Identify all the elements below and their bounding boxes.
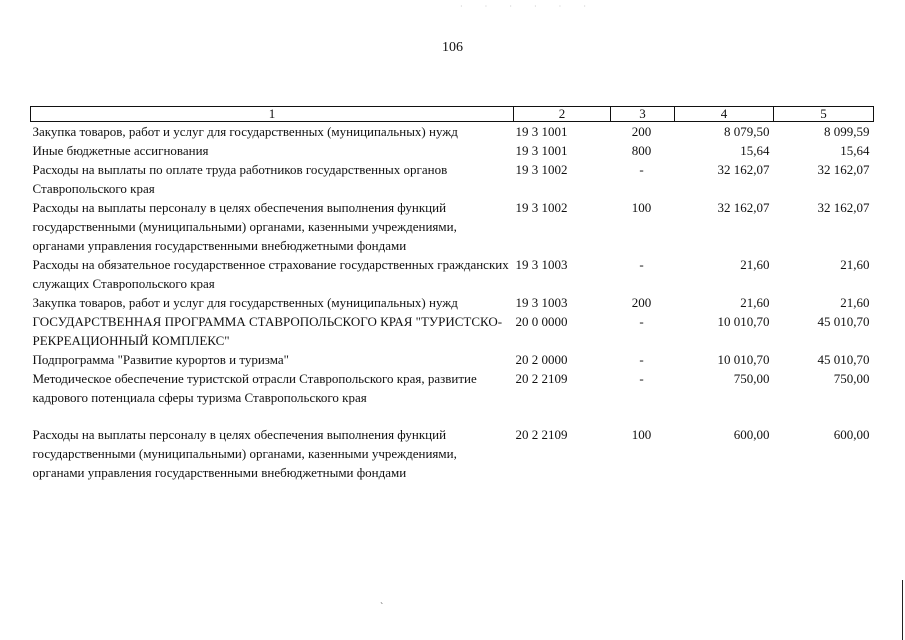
row-value-1: 600,00 [733, 427, 770, 442]
row-code: 19 3 1001 [515, 124, 568, 139]
column-header-2: 2 [514, 107, 611, 122]
table-row [31, 369, 874, 407]
row-code: 20 0 0000 [515, 314, 568, 329]
row-code: 19 3 1001 [515, 143, 568, 158]
row-type: 100 [631, 427, 652, 442]
table-row [31, 141, 874, 160]
row-value-2: 45 010,70 [817, 352, 870, 367]
table-row [31, 122, 874, 142]
row-name: Иные бюджетные ассигнования [32, 143, 209, 158]
row-type: - [639, 371, 644, 386]
row-code: 19 3 1002 [515, 200, 568, 215]
row-value-1: 15,64 [740, 143, 770, 158]
row-code: 19 3 1003 [515, 295, 568, 310]
row-value-1: 8 079,50 [724, 124, 770, 139]
row-name: Закупка товаров, работ и услуг для государственных (муниципальных) нужд [32, 124, 458, 139]
row-name: Методическое обеспечение туристской отрасли Ставропольского края, развитие кадрового потенциала сферы туризма Ставропольского края [32, 371, 477, 405]
row-type: - [639, 314, 644, 329]
table-row [31, 293, 874, 312]
row-value-2: 45 010,70 [817, 314, 870, 329]
row-value-2: 21,60 [840, 295, 870, 310]
row-type: 100 [631, 200, 652, 215]
row-code: 19 3 1003 [515, 257, 568, 272]
column-header-5: 5 [774, 107, 874, 122]
row-value-2: 750,00 [833, 371, 870, 386]
page-number: 106 [442, 40, 463, 55]
row-type: - [639, 162, 644, 177]
row-name: Расходы на обязательное государственное страхование государственных гражданских служащих Ставропольского края [32, 257, 509, 291]
row-value-2: 600,00 [833, 427, 870, 442]
row-value-1: 21,60 [740, 295, 770, 310]
spacer-cell [31, 407, 874, 425]
column-header-3: 3 [611, 107, 675, 122]
row-name: ГОСУДАРСТВЕННАЯ ПРОГРАММА СТАВРОПОЛЬСКОГО КРАЯ "ТУРИСТСКО-РЕКРЕАЦИОННЫЙ КОМПЛЕКС" [32, 314, 503, 348]
budget-table [30, 106, 874, 482]
row-value-1: 21,60 [740, 257, 770, 272]
row-code: 20 2 0000 [515, 352, 568, 367]
row-value-2: 8 099,59 [824, 124, 870, 139]
row-name: Расходы на выплаты по оплате труда работников государственных органов Ставропольского края [32, 162, 448, 196]
table-row [31, 198, 874, 255]
table-row [31, 160, 874, 198]
row-name: Расходы на выплаты персоналу в целях обеспечения выполнения функций государственными (муниципальными) органами, казенными учреждениями, органами управления государственными внебюджетными фондами [32, 427, 457, 480]
row-type: - [639, 257, 644, 272]
table-row [31, 312, 874, 350]
row-type: 200 [631, 295, 652, 310]
row-value-2: 32 162,07 [817, 162, 870, 177]
row-value-1: 10 010,70 [717, 352, 770, 367]
row-code: 20 2 2109 [515, 371, 568, 386]
column-header-4: 4 [675, 107, 774, 122]
row-type: 800 [631, 143, 652, 158]
table-header-row [31, 107, 874, 122]
row-code: 20 2 2109 [515, 427, 568, 442]
row-value-1: 750,00 [733, 371, 770, 386]
row-type: 200 [631, 124, 652, 139]
row-name: Закупка товаров, работ и услуг для государственных (муниципальных) нужд [32, 295, 458, 310]
row-value-2: 32 162,07 [817, 200, 870, 215]
scan-speck: ` [380, 602, 384, 613]
spacer-row [31, 407, 874, 425]
row-value-1: 32 162,07 [717, 200, 770, 215]
row-name: Расходы на выплаты персоналу в целях обеспечения выполнения функций государственными (муниципальными) органами, казенными учреждениями, органами управления государственными внебюджетными фондами [32, 200, 457, 253]
table-row [31, 255, 874, 293]
table-row [31, 425, 874, 482]
column-header-1: 1 [31, 107, 514, 122]
page-edge-line [902, 580, 903, 640]
row-value-2: 21,60 [840, 257, 870, 272]
row-name: Подпрограмма "Развитие курортов и туризма" [32, 352, 289, 367]
row-value-1: 32 162,07 [717, 162, 770, 177]
row-code: 19 3 1002 [515, 162, 568, 177]
row-type: - [639, 352, 644, 367]
row-value-1: 10 010,70 [717, 314, 770, 329]
row-value-2: 15,64 [840, 143, 870, 158]
scan-marks: · · · · · · [460, 2, 596, 11]
table-row [31, 350, 874, 369]
